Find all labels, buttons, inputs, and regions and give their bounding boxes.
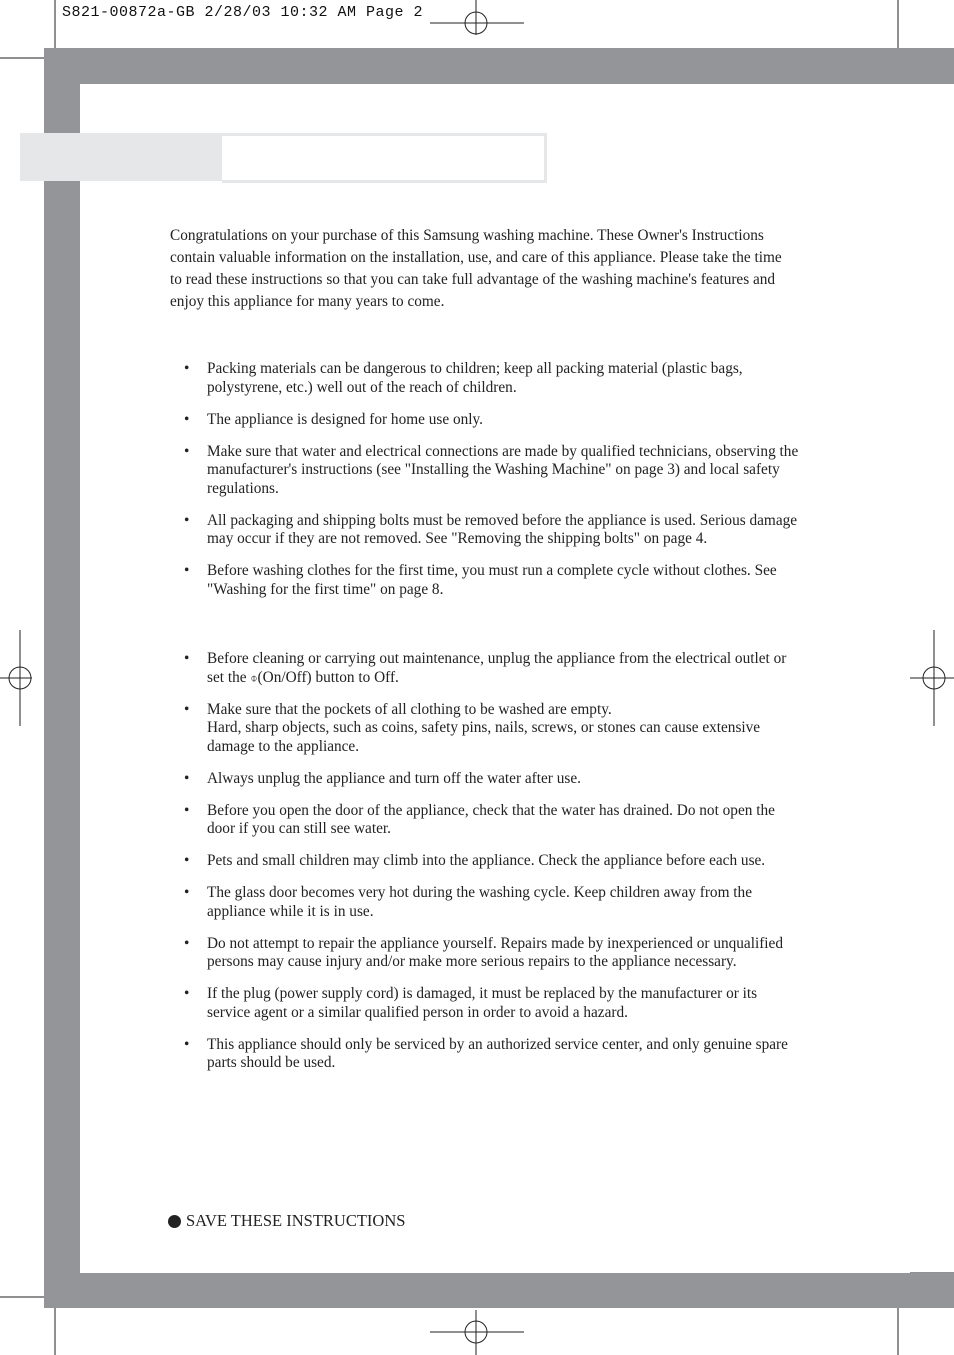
list-item: • The glass door becomes very hot during the washing cycle. Keep children away from the appliance while it is in use. xyxy=(184,884,752,920)
list-item: • Do not attempt to repair the appliance yourself. Repairs made by inexperienced or unqualified persons may cause injury and/or make more serious repairs to the appliance necessary. xyxy=(184,934,783,970)
list-item: • If the plug (power supply cord) is damaged, it must be replaced by the manufacturer or its service agent or a similar qualified person in order to avoid a hazard. xyxy=(184,985,758,1021)
list-item: • Make sure that the pockets of all clothing to be washed are empty. Hard, sharp objects, such as coins, safety pins, nails, screws, or stones can cause extensive damage to the appliance. xyxy=(184,700,761,755)
list-item: • Packing materials can be dangerous to children; keep all packing material (plastic bags, polystyrene, etc.) well out of the reach of children. xyxy=(184,360,743,396)
footer-label: SAVE THESE INSTRUCTIONS xyxy=(186,1211,406,1230)
list-item: • The appliance is designed for home use only. xyxy=(184,410,483,428)
list-item: • All packaging and shipping bolts must be removed before the appliance is used. Serious damage may occur if they are not removed. See "Removing the shipping bolts" on page 4. xyxy=(184,511,798,547)
intro-paragraph: Congratulations on your purchase of this Samsung washing machine. These Owner's Instructions contain valuable information on the installation, use, and care of this appliance. Please take the time to read these instructions so that you can take full advantage of the washing machine's features and enjoy this appliance for many years to come. xyxy=(170,227,782,310)
list-item: • Pets and small children may climb into the appliance. Check the appliance before each use. xyxy=(184,852,766,869)
print-slug: S821-00872a-GB 2/28/03 10:32 AM Page 2 xyxy=(62,4,424,21)
page-frame-top xyxy=(44,48,954,84)
title-band xyxy=(20,133,222,181)
list-item: • Always unplug the appliance and turn off the water after use. xyxy=(184,769,581,787)
list-item: • Before washing clothes for the first time, you must run a complete cycle without clothes. See "Washing for the first time" on page 8. xyxy=(184,562,777,598)
title-box xyxy=(222,133,547,183)
list-item: • This appliance should only be serviced by an authorized service center, and only genuine spare parts should be used. xyxy=(184,1035,788,1071)
list-item: • Before cleaning or carrying out maintenance, unplug the appliance from the electrical outlet or set the ⌽(On/Off) button to Off. xyxy=(184,650,787,686)
page-footer xyxy=(168,1211,405,1231)
list-item: • Before you open the door of the appliance, check that the water has drained. Do not open the door if you can still see water. xyxy=(184,801,775,837)
list-item: • Make sure that water and electrical connections are made by qualified technicians, observing the manufacturer's instructions (see "Installing the Washing Machine" on page 3) and local safety regulations. xyxy=(184,442,799,497)
bullet-icon xyxy=(168,1215,181,1228)
page-frame-left xyxy=(44,48,80,1308)
usage-safety-list xyxy=(170,650,800,1086)
page-frame-bottom xyxy=(44,1273,954,1308)
power-icon: ⌽ xyxy=(250,670,258,685)
setup-safety-list xyxy=(170,360,800,613)
